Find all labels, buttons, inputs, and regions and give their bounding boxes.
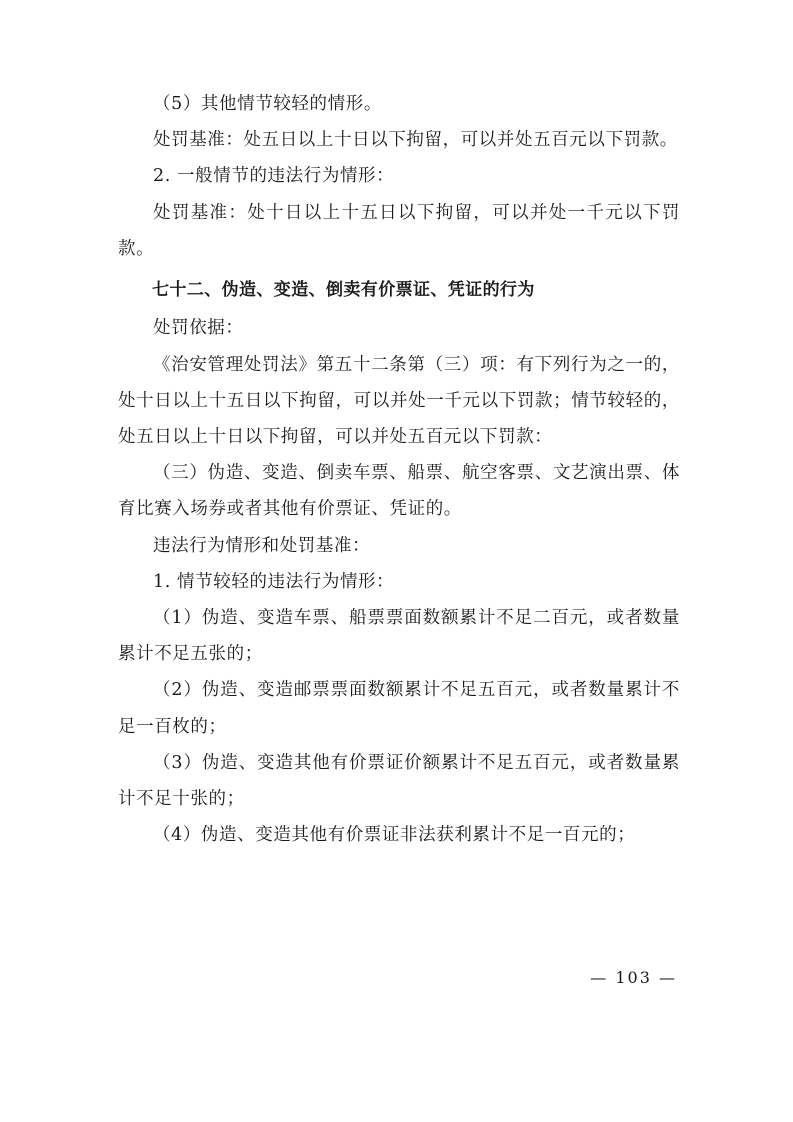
paragraph-law-citation: 《治安管理处罚法》第五十二条第（三）项：有下列行为之一的，处十日以上十五日以下拘留，可以并处一千元以下罚款；情节较轻的，处五日以上十日以下拘留，可以并处五百元以下罚款： <box>118 354 680 447</box>
page-number: — 103 — <box>590 968 677 987</box>
paragraph-case-1: （1）伪造、变造车票、船票票面数额累计不足二百元，或者数量累计不足五张的； <box>118 608 680 665</box>
paragraph-case-4: （4）伪造、变造其他有价票证非法获利累计不足一百元的； <box>153 825 636 846</box>
section-heading-72: 七十二、伪造、变造、倒卖有价票证、凭证的行为 <box>152 280 535 301</box>
paragraph-clause-three: （三）伪造、变造、倒卖车票、船票、航空客票、文艺演出票、体育比赛入场券或者其他有价票证、凭证的。 <box>118 463 680 520</box>
paragraph-general-case: 2. 一般情节的违法行为情形： <box>153 166 395 187</box>
paragraph-penalty-standard-2: 处罚基准：处十日以上十五日以下拘留，可以并处一千元以下罚款。 <box>118 202 680 259</box>
paragraph-case-3: （3）伪造、变造其他有价票证价额累计不足五百元，或者数量累计不足十张的； <box>118 752 680 810</box>
paragraph-case-2: （2）伪造、变造邮票票面数额累计不足五百元，或者数量累计不足一百枚的； <box>118 680 680 737</box>
page-body-text <box>118 86 680 854</box>
paragraph-minor-cases-label: 1. 情节较轻的违法行为情形： <box>153 571 395 592</box>
paragraph-penalty-standard-1: 处罚基准：处五日以上十日以下拘留，可以并处五百元以下罚款。 <box>153 130 678 151</box>
paragraph-cases-and-standards-label: 违法行为情形和处罚基准： <box>153 535 371 556</box>
paragraph-item-5: （5）其他情节较轻的情形。 <box>153 94 382 114</box>
paragraph-penalty-basis-label: 处罚依据： <box>153 318 244 339</box>
